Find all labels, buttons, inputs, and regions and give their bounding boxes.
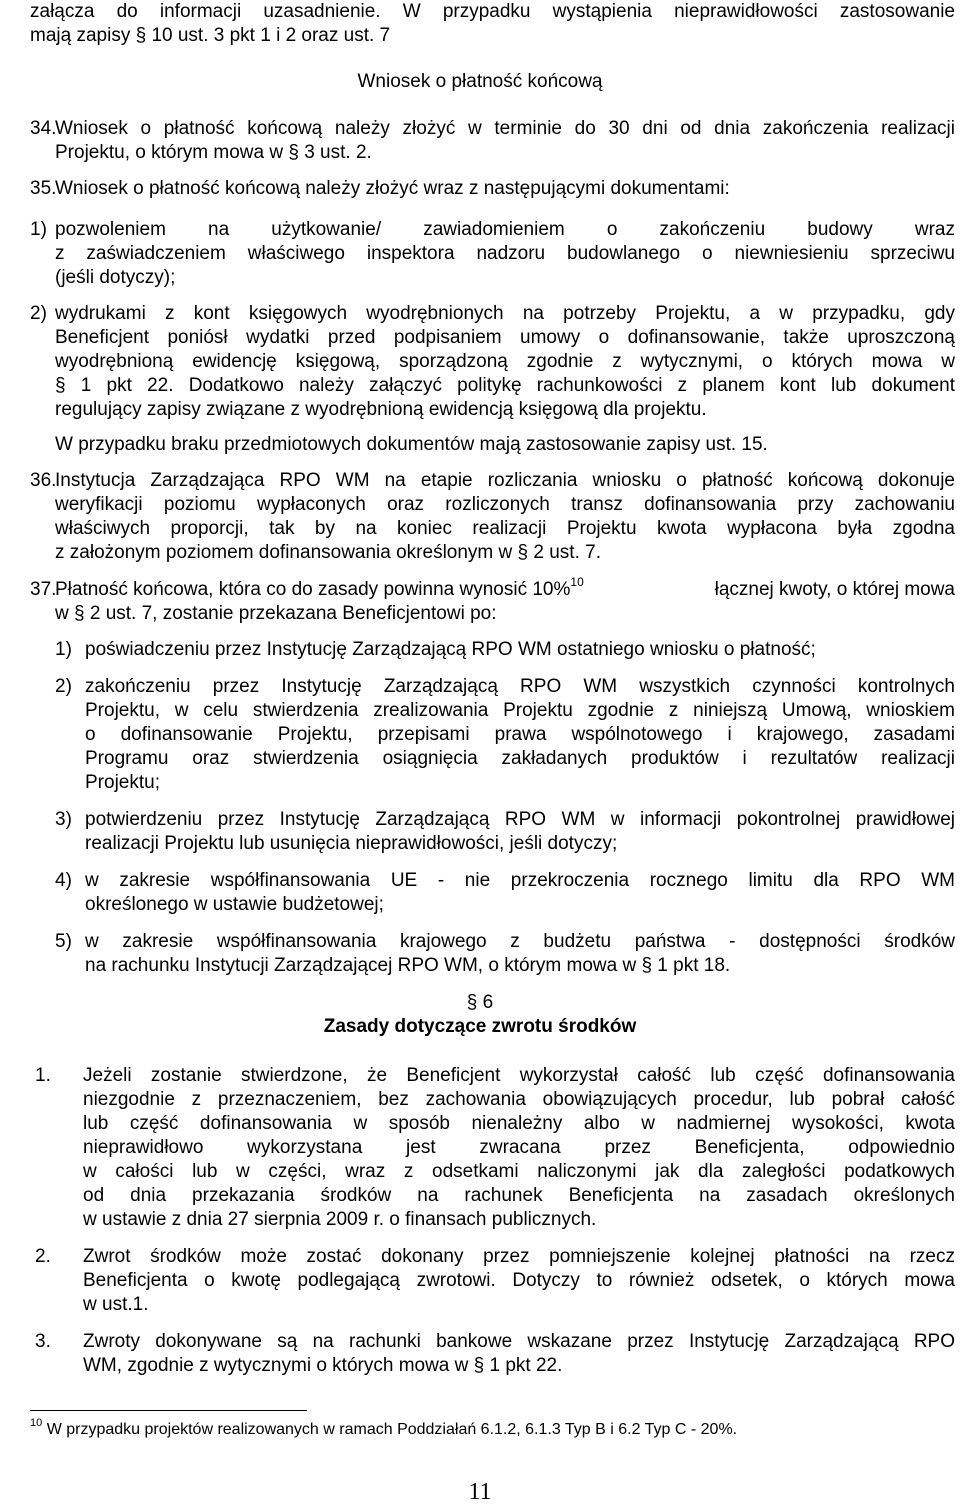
text-line: wyodrębnioną ewidencję księgową, sporządzoną zgodnie z wytycznymi, o których mowa w	[55, 351, 955, 372]
text-line: § 1 pkt 22. Dodatkowo należy załączyć politykę rachunkowości z planem kont lub dokument	[55, 375, 955, 396]
text-line: potwierdzeniu przez Instytucję Zarządzającą RPO WM w informacji pokontrolnej prawidłowej	[85, 809, 955, 830]
text-line: określonego w ustawie budżetowej;	[85, 894, 384, 915]
list-number: 4)	[55, 870, 72, 891]
paragraph-number: 2.	[35, 1246, 51, 1267]
list-number: 2)	[30, 303, 47, 324]
text-line: o dofinansowanie Projektu, przepisami prawa wspólnotowego i krajowego, zasadami	[85, 724, 955, 745]
text-line: w całości lub w części, wraz z odsetkami naliczonymi jak dla zaległości podatkowych	[83, 1161, 955, 1182]
text-line: Zwrot środków może zostać dokonany przez pomniejszenie kolejnej płatności na rzecz	[83, 1246, 955, 1267]
text-line: od dnia przekazania środków na rachunek Beneficjenta na zasadach określonych	[83, 1185, 955, 1206]
text-line: Programu oraz stwierdzenia osiągnięcia zakładanych produktów i rezultatów realizacji	[85, 748, 955, 769]
text-line: Jeżeli zostanie stwierdzone, że Beneficjent wykorzystał całość lub część dofinansowania	[83, 1065, 955, 1086]
text-line: pozwoleniem na użytkowanie/ zawiadomieniem o zakończeniu budowy wraz	[55, 219, 955, 240]
text-line: w zakresie współfinansowania krajowego z budżetu państwa - dostępności środków	[85, 931, 955, 952]
text-line: realizacji Projektu lub usunięcia nieprawidłowości, jeśli dotyczy;	[85, 833, 618, 854]
text-line: wydrukami z kont księgowych wyodrębnionych na potrzeby Projektu, a w przypadku, gdy	[55, 303, 955, 324]
text-line: regulujący zapisy związane z wyodrębnioną ewidencją księgową dla projektu.	[55, 399, 707, 420]
page-number: 11	[468, 1479, 492, 1505]
text-line: WM, zgodnie z wytycznymi o których mowa w § 1 pkt 22.	[83, 1355, 563, 1376]
text-line: poświadczeniu przez Instytucję Zarządzającą RPO WM ostatniego wniosku o płatność;	[85, 639, 816, 660]
text-line: Projektu;	[85, 772, 160, 793]
text-line: w ust.1.	[83, 1294, 149, 1315]
text-span: łącznej kwoty, o której mowa	[714, 579, 955, 600]
text-line: W przypadku braku przedmiotowych dokumentów mają zastosowanie zapisy ust. 15.	[55, 434, 768, 455]
footnote	[30, 1416, 738, 1440]
paragraph-number: 1.	[35, 1065, 51, 1086]
paragraph-number: 37.	[30, 579, 57, 600]
text-line: nieprawidłowo wykorzystana jest zwracana przez Beneficjenta, odpowiednio	[83, 1137, 955, 1158]
text-line: weryfikacji poziomu wypłaconych oraz rozliczonych transz dofinansowania przy zachowaniu	[55, 494, 955, 515]
paragraph-number: 36.	[30, 470, 57, 491]
footnote-separator	[30, 1410, 307, 1411]
text-line: załącza do informacji uzasadnienie. W przypadku wystąpienia nieprawidłowości zastosowanie	[30, 1, 955, 22]
text-line: Zwroty dokonywane są na rachunki bankowe wskazane przez Instytucję Zarządzającą RPO	[83, 1331, 955, 1352]
text-line: Beneficjenta o kwotę podlegającą zwrotowi. Dotyczy to również odsetek, o których mowa	[83, 1270, 955, 1291]
footnote-ref: 10	[570, 574, 584, 589]
footnote-text: W przypadku projektów realizowanych w ramach Poddziałań 6.1.2, 6.1.3 Typ B i 6.2 Typ C - 20%.	[46, 1421, 738, 1438]
text-line: Wniosek o płatność końcową należy złożyć wraz z następującymi dokumentami:	[55, 178, 730, 199]
list-number: 5)	[55, 931, 72, 952]
text-line: w zakresie współfinansowania UE - nie przekroczenia rocznego limitu dla RPO WM	[85, 870, 955, 891]
footnote-mark: 10	[30, 1416, 43, 1429]
section-mark: § 6	[466, 992, 494, 1013]
text-line: Instytucja Zarządzająca RPO WM na etapie rozliczania wniosku o płatność końcową dokonuje	[55, 470, 955, 491]
list-number: 2)	[55, 676, 72, 697]
text-line: zakończeniu przez Instytucję Zarządzającą RPO WM wszystkich czynności kontrolnych	[85, 676, 955, 697]
text-line	[55, 574, 955, 602]
text-line: w ustawie z dnia 27 sierpnia 2009 r. o finansach publicznych.	[83, 1209, 597, 1230]
text-line: właściwych proporcji, tak by na koniec realizacji Projektu kwota wypłacona była zgodna	[55, 518, 955, 539]
text-line: z zaświadczeniem właściwego inspektora nadzoru budowlanego o niewniesieniu sprzeciwu	[55, 243, 955, 264]
text-line: Projektu, o którym mowa w § 3 ust. 2.	[55, 142, 372, 163]
list-number: 1)	[30, 219, 47, 240]
text-line: na rachunku Instytucji Zarządzającej RPO WM, o którym mowa w § 1 pkt 18.	[85, 955, 731, 976]
text-line: Projektu, w celu stwierdzenia zrealizowania Projektu zgodnie z niniejszą Umową, wnioskiem	[85, 700, 955, 721]
list-number: 3)	[55, 809, 72, 830]
text-line: niezgodnie z przeznaczeniem, bez zachowania obowiązujących procedur, lub pobrał całość	[83, 1089, 955, 1110]
text-line: Wniosek o płatność końcową należy złożyć w terminie do 30 dni od dnia zakończenia realizacji	[55, 118, 955, 139]
paragraph-number: 3.	[35, 1331, 51, 1352]
list-number: 1)	[55, 639, 72, 660]
paragraph-number: 34.	[30, 118, 57, 139]
text-line: Beneficjent poniósł wydatki przed podpisaniem umowy o dofinansowanie, także uproszczoną	[55, 327, 955, 348]
section-title: Zasady dotyczące zwrotu środków	[323, 1016, 637, 1037]
paragraph-number: 35.	[30, 178, 57, 199]
text-span: Płatność końcowa, która co do zasady powinna wynosić 10%	[55, 579, 571, 600]
text-line: (jeśli dotyczy);	[55, 267, 176, 288]
section-heading: Wniosek o płatność końcową	[357, 71, 603, 92]
text-line: mają zapisy § 10 ust. 3 pkt 1 i 2 oraz ust. 7	[30, 25, 391, 46]
text-line: lub część dofinansowania w sposób nienależny albo w nadmiernej wysokości, kwota	[83, 1113, 955, 1134]
text-line: w § 2 ust. 7, zostanie przekazana Beneficjentowi po:	[55, 603, 497, 624]
text-line: z założonym poziomem dofinansowania określonym w § 2 ust. 7.	[55, 542, 601, 563]
